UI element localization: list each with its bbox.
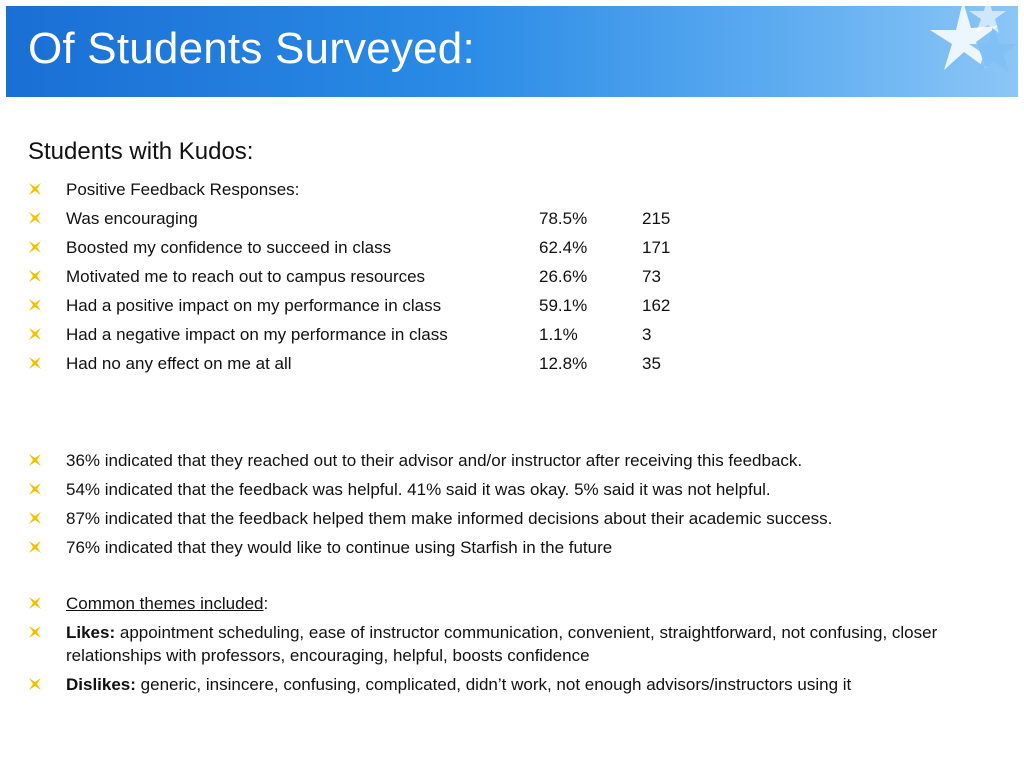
slide-title: Of Students Surveyed:: [28, 24, 475, 73]
row-label: Motivated me to reach out to campus resources: [66, 267, 426, 286]
table-row: [28, 352, 988, 375]
row-label: Had a positive impact on my performance in class: [66, 296, 442, 315]
finding-text: 54% indicated that the feedback was helpful. 41% said it was okay. 5% said it was not helpful.: [66, 480, 771, 499]
star-bullet-icon: [28, 596, 42, 610]
feedback-list: [28, 178, 988, 381]
list-item: [28, 507, 988, 530]
star-bullet-icon: [28, 269, 42, 283]
likes-label: Likes:: [66, 623, 116, 642]
list-item: [28, 621, 988, 667]
row-count: 35: [642, 354, 661, 373]
star-bullet-icon: [28, 240, 42, 254]
row-percent: 78.5%: [539, 209, 588, 228]
row-label: Had no any effect on me at all: [66, 354, 292, 373]
star-bullet-icon: [28, 511, 42, 525]
table-row: [28, 207, 988, 230]
list-item: [28, 178, 988, 201]
table-row: [28, 265, 988, 288]
themes-list: [28, 592, 988, 702]
subheading: Students with Kudos:: [28, 138, 254, 165]
row-count: 162: [642, 296, 671, 315]
themes-heading-colon: :: [263, 594, 269, 613]
row-count: 171: [642, 238, 671, 257]
dislikes-text: generic, insincere, confusing, complicated, didn’t work, not enough advisors/instructors using it: [135, 675, 852, 694]
table-row: [28, 323, 988, 346]
list-item: [28, 592, 988, 615]
row-percent: 26.6%: [539, 267, 588, 286]
row-percent: 1.1%: [539, 325, 578, 344]
star-bullet-icon: [28, 327, 42, 341]
row-count: 3: [642, 325, 652, 344]
title-bar: [6, 6, 1018, 97]
likes-text: appointment scheduling, ease of instructor communication, convenient, straightforward, not confusing, closer relationships with professors, encouraging, helpful, boosts confidence: [66, 623, 938, 665]
dislikes-label: Dislikes:: [66, 675, 136, 694]
row-count: 215: [642, 209, 671, 228]
star-bullet-icon: [28, 356, 42, 370]
list-item: [28, 536, 988, 559]
row-count: 73: [642, 267, 661, 286]
table-row: [28, 236, 988, 259]
star-bullet-icon: [28, 298, 42, 312]
row-percent: 59.1%: [539, 296, 588, 315]
star-bullet-icon: [28, 182, 42, 196]
star-bullet-icon: [28, 625, 42, 639]
row-percent: 62.4%: [539, 238, 588, 257]
row-percent: 12.8%: [539, 354, 588, 373]
star-bullet-icon: [28, 540, 42, 554]
findings-list: [28, 449, 988, 565]
row-label: Was encouraging: [66, 209, 198, 228]
themes-heading: Common themes included: [66, 594, 264, 613]
finding-text: 87% indicated that the feedback helped them make informed decisions about their academic success.: [66, 509, 833, 528]
finding-text: 76% indicated that they would like to continue using Starfish in the future: [66, 538, 613, 557]
table-row: [28, 294, 988, 317]
feedback-header: Positive Feedback Responses:: [66, 180, 300, 199]
star-bullet-icon: [28, 482, 42, 496]
star-bullet-icon: [28, 211, 42, 225]
list-item: [28, 478, 988, 501]
row-label: Had a negative impact on my performance in class: [66, 325, 448, 344]
finding-text: 36% indicated that they reached out to their advisor and/or instructor after receiving this feedback.: [66, 451, 803, 470]
starfish-decoration-icon: [868, 6, 1018, 97]
list-item: [28, 673, 988, 696]
row-label: Boosted my confidence to succeed in class: [66, 238, 392, 257]
star-bullet-icon: [28, 677, 42, 691]
list-item: [28, 449, 988, 472]
star-bullet-icon: [28, 453, 42, 467]
